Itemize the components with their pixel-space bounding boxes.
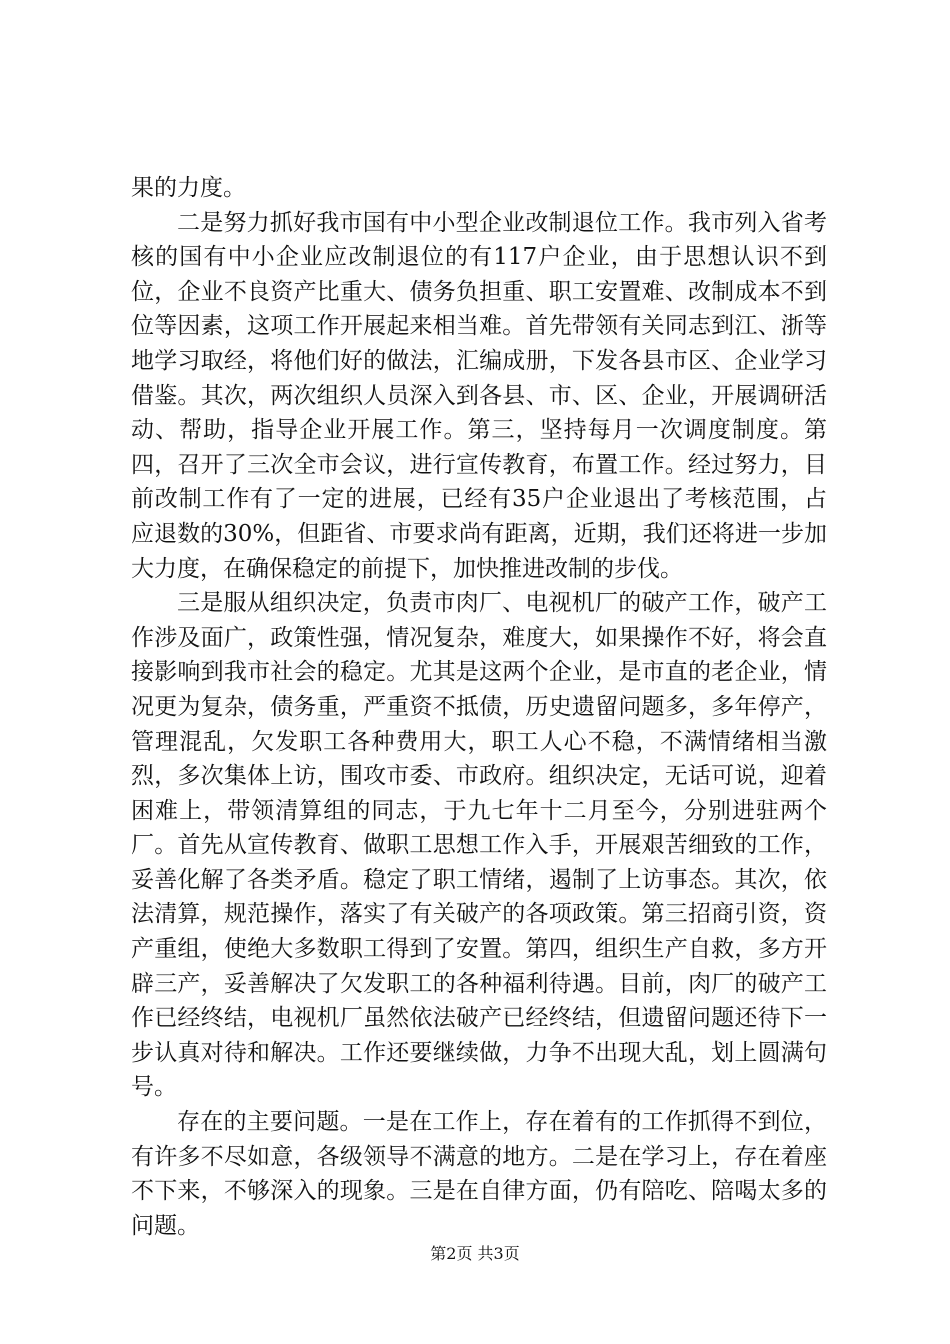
page-footer: 第2页 共3页: [430, 1244, 520, 1263]
paragraph-bankruptcy-work: 三是服从组织决定，负责市肉厂、电视机厂的破产工作，破产工作涉及面广，政策性强，情况复杂，难度大，如果操作不好，将会直接影响到我市社会的稳定。尤其是这两个企业，是市直的老企业，情况更为复杂，债务重，严重资不抵债，历史遗留问题多，多年停产，管理混乱，欠发职工各种费用大，职工人心不稳，不满情绪相当激烈，多次集体上访，围攻市委、市政府。组织决定，无话可说，迎着困难上，带领清算组的同志，于九七年十二月至今，分别进驻两个厂。首先从宣传教育、做职工思想工作入手，开展艰苦细致的工作，妥善化解了各类矛盾。稳定了职工情绪，遏制了上访事态。其次，依法清算，规范操作，落实了有关破产的各项政策。第三招商引资，资产重组，使绝大多数职工得到了安置。第四，组织生产自救，多方开辟三产，妥善解决了欠发职工的各种福利待遇。目前，肉厂的破产工作已经终结，电视机厂虽然依法破产已经终结，但遗留问题还待下一步认真对待和解决。工作还要继续做，力争不出现大乱，划上圆满句号。: [131, 590, 827, 1101]
paragraph-continuation: 果的力度。: [131, 175, 246, 201]
paragraph-main-problems: 存在的主要问题。一是在工作上，存在着有的工作抓得不到位，有许多不尽如意，各级领导不满意的地方。二是在学习上，存在着座不下来，不够深入的现象。三是在自律方面，仍有陪吃、陪喝太多的问题。: [131, 1109, 827, 1239]
body-text: [131, 171, 827, 1243]
paragraph-reform-work: 二是努力抓好我市国有中小型企业改制退位工作。我市列入省考核的国有中小企业应改制退位的有117户企业，由于思想认识不到位，企业不良资产比重大、债务负担重、职工安置难、改制成本不到位等因素，这项工作开展起来相当难。首先带领有关同志到江、浙等地学习取经，将他们好的做法，汇编成册，下发各县市区、企业学习借鉴。其次，两次组织人员深入到各县、市、区、企业，开展调研活动、帮助，指导企业开展工作。第三，坚持每月一次调度制度。第四，召开了三次全市会议，进行宣传教育，布置工作。经过努力，目前改制工作有了一定的进展，已经有35户企业退出了考核范围，占应退数的30%，但距省、市要求尚有距离，近期，我们还将进一步加大力度，在确保稳定的前提下，加快推进改制的步伐。: [131, 209, 827, 582]
